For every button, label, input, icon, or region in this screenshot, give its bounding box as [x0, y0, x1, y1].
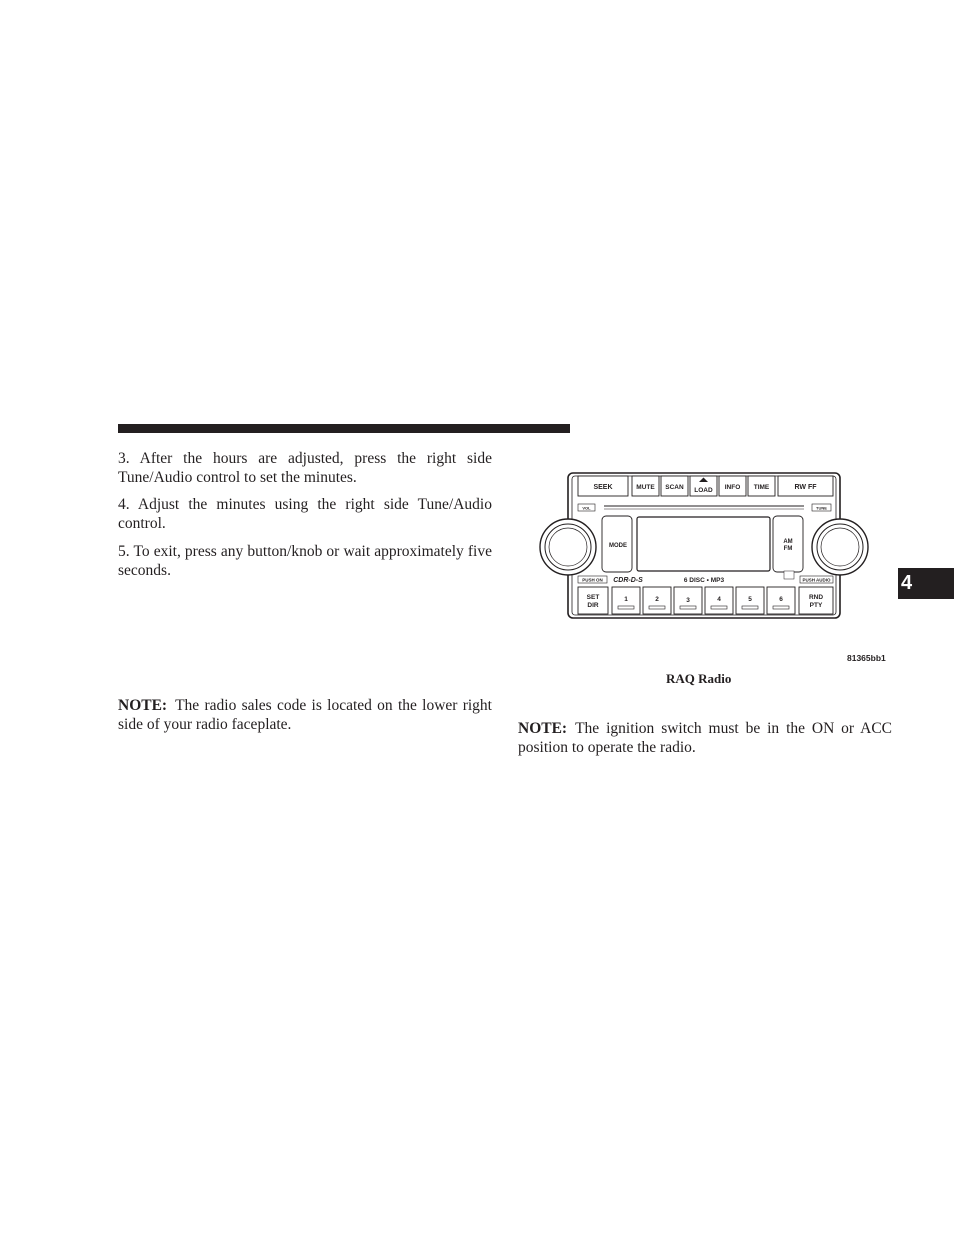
- push-audio-label: PUSH AUDIO: [802, 577, 831, 583]
- preset-4-label: 4: [717, 596, 721, 603]
- cdr-logo: CDR-D-S: [613, 577, 643, 584]
- section-rule: [118, 424, 570, 433]
- am-button-label: AM: [783, 539, 793, 545]
- volume-knob: [540, 519, 596, 575]
- radio-display: [637, 517, 770, 571]
- top-button-row: [578, 476, 833, 496]
- preset-1-label: 1: [624, 596, 628, 603]
- set-button-label: SET: [586, 594, 600, 601]
- seek-button-label: SEEK: [593, 484, 613, 491]
- pty-button-label: PTY: [809, 602, 823, 609]
- note-label: NOTE:: [118, 697, 168, 714]
- rnd-button-label: RND: [808, 594, 824, 601]
- step-5: 5. To exit, press any button/knob or wait approximately five seconds.: [118, 543, 492, 579]
- disc-label: 6 DISC • MP3: [683, 577, 725, 584]
- note-text: The radio sales code is located on the lower right side of your radio faceplate.: [118, 697, 492, 733]
- fm-button-label: FM: [783, 546, 793, 552]
- info-button-label: INFO: [724, 484, 741, 491]
- preset-5-label: 5: [748, 596, 752, 603]
- note-label: NOTE:: [518, 720, 568, 737]
- note-text: The ignition switch must be in the ON or ACC position to operate the radio.: [518, 720, 892, 756]
- load-button-label: LOAD: [694, 487, 713, 494]
- preset-3-label: 3: [686, 597, 690, 604]
- preset-6-label: 6: [779, 596, 783, 603]
- step-4: 4. Adjust the minutes using the right side Tune/Audio control.: [118, 496, 492, 532]
- dir-button-label: DIR: [587, 602, 599, 609]
- figure-caption: RAQ Radio: [666, 671, 732, 686]
- push-on-label: PUSH ON: [582, 577, 603, 583]
- tune-knob: [812, 519, 868, 575]
- note-ignition: [518, 719, 892, 757]
- raq-radio-illustration: [538, 470, 872, 622]
- tune-label: TUNE: [816, 505, 827, 511]
- mode-button-label: MODE: [609, 543, 627, 549]
- preset-2-label: 2: [655, 596, 659, 603]
- note-sales-code: [118, 696, 492, 734]
- vol-label: VOL: [582, 505, 591, 511]
- chapter-tab: 4: [898, 568, 954, 599]
- figure-id: 81365bb1: [847, 653, 886, 663]
- step-3: 3. After the hours are adjusted, press the right side Tune/Audio control to set the minutes.: [118, 450, 492, 486]
- mute-button-label: MUTE: [636, 484, 655, 491]
- scan-button-label: SCAN: [665, 484, 684, 491]
- time-button-label: TIME: [753, 484, 770, 491]
- rw-ff-button-label: RW FF: [794, 484, 817, 491]
